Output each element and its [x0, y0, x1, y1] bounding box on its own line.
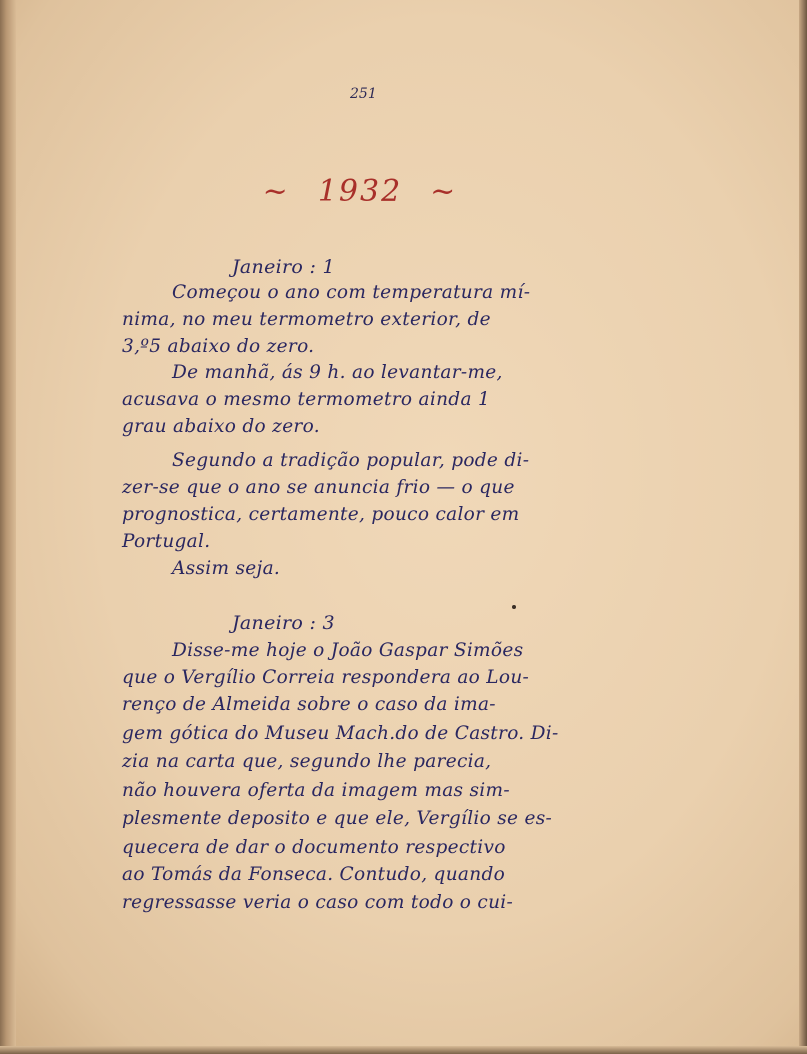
- entry-line: não houvera oferta da imagem mas sim-: [122, 780, 510, 801]
- entry-heading-january-1: Janeiro : 1: [232, 256, 335, 278]
- ink-spot: [512, 605, 516, 609]
- entry-line: Portugal.: [122, 531, 211, 552]
- entry-line: 3,º5 abaixo do zero.: [122, 336, 315, 357]
- entry-line: prognostica, certamente, pouco calor em: [122, 504, 520, 525]
- entry-line: zer-se que o ano se anuncia frio — o que: [122, 477, 515, 498]
- entry-line: Disse-me hoje o João Gaspar Simões: [172, 640, 524, 661]
- entry-line: Assim seja.: [172, 558, 281, 579]
- page-right-edge: [799, 0, 807, 1054]
- entry-line: quecera de dar o documento respectivo: [122, 837, 506, 858]
- book-spine-shadow: [0, 0, 16, 1054]
- year-value: 1932: [317, 174, 403, 209]
- page-bottom-edge: [0, 1046, 807, 1054]
- year-left-dash: ~: [262, 174, 290, 209]
- entry-line: Começou o ano com temperatura mí-: [172, 282, 531, 303]
- entry-line: renço de Almeida sobre o caso da ima-: [122, 694, 496, 715]
- entry-line: zia na carta que, segundo lhe parecia,: [122, 751, 492, 772]
- entry-heading-january-3: Janeiro : 3: [232, 612, 335, 634]
- entry-line: plesmente deposito e que ele, Vergílio se es-: [122, 808, 553, 829]
- year-heading: [215, 174, 505, 209]
- entry-line: De manhã, ás 9 h. ao levantar-me,: [172, 362, 503, 383]
- entry-line: gem gótica do Museu Mach.do de Castro. Di-: [122, 723, 559, 744]
- entry-line: acusava o mesmo termometro ainda 1: [122, 389, 491, 410]
- entry-line: ao Tomás da Fonseca. Contudo, quando: [122, 864, 506, 885]
- entry-line: nima, no meu termometro exterior, de: [122, 309, 491, 330]
- entry-line: Segundo a tradição popular, pode di-: [172, 450, 530, 471]
- entry-line: que o Vergílio Correia respondera ao Lou-: [122, 667, 530, 688]
- page-number: 251: [350, 86, 377, 102]
- entry-line: regressasse veria o caso com todo o cui-: [122, 892, 514, 913]
- year-right-dash: ~: [430, 174, 458, 209]
- entry-line: grau abaixo do zero.: [122, 416, 320, 437]
